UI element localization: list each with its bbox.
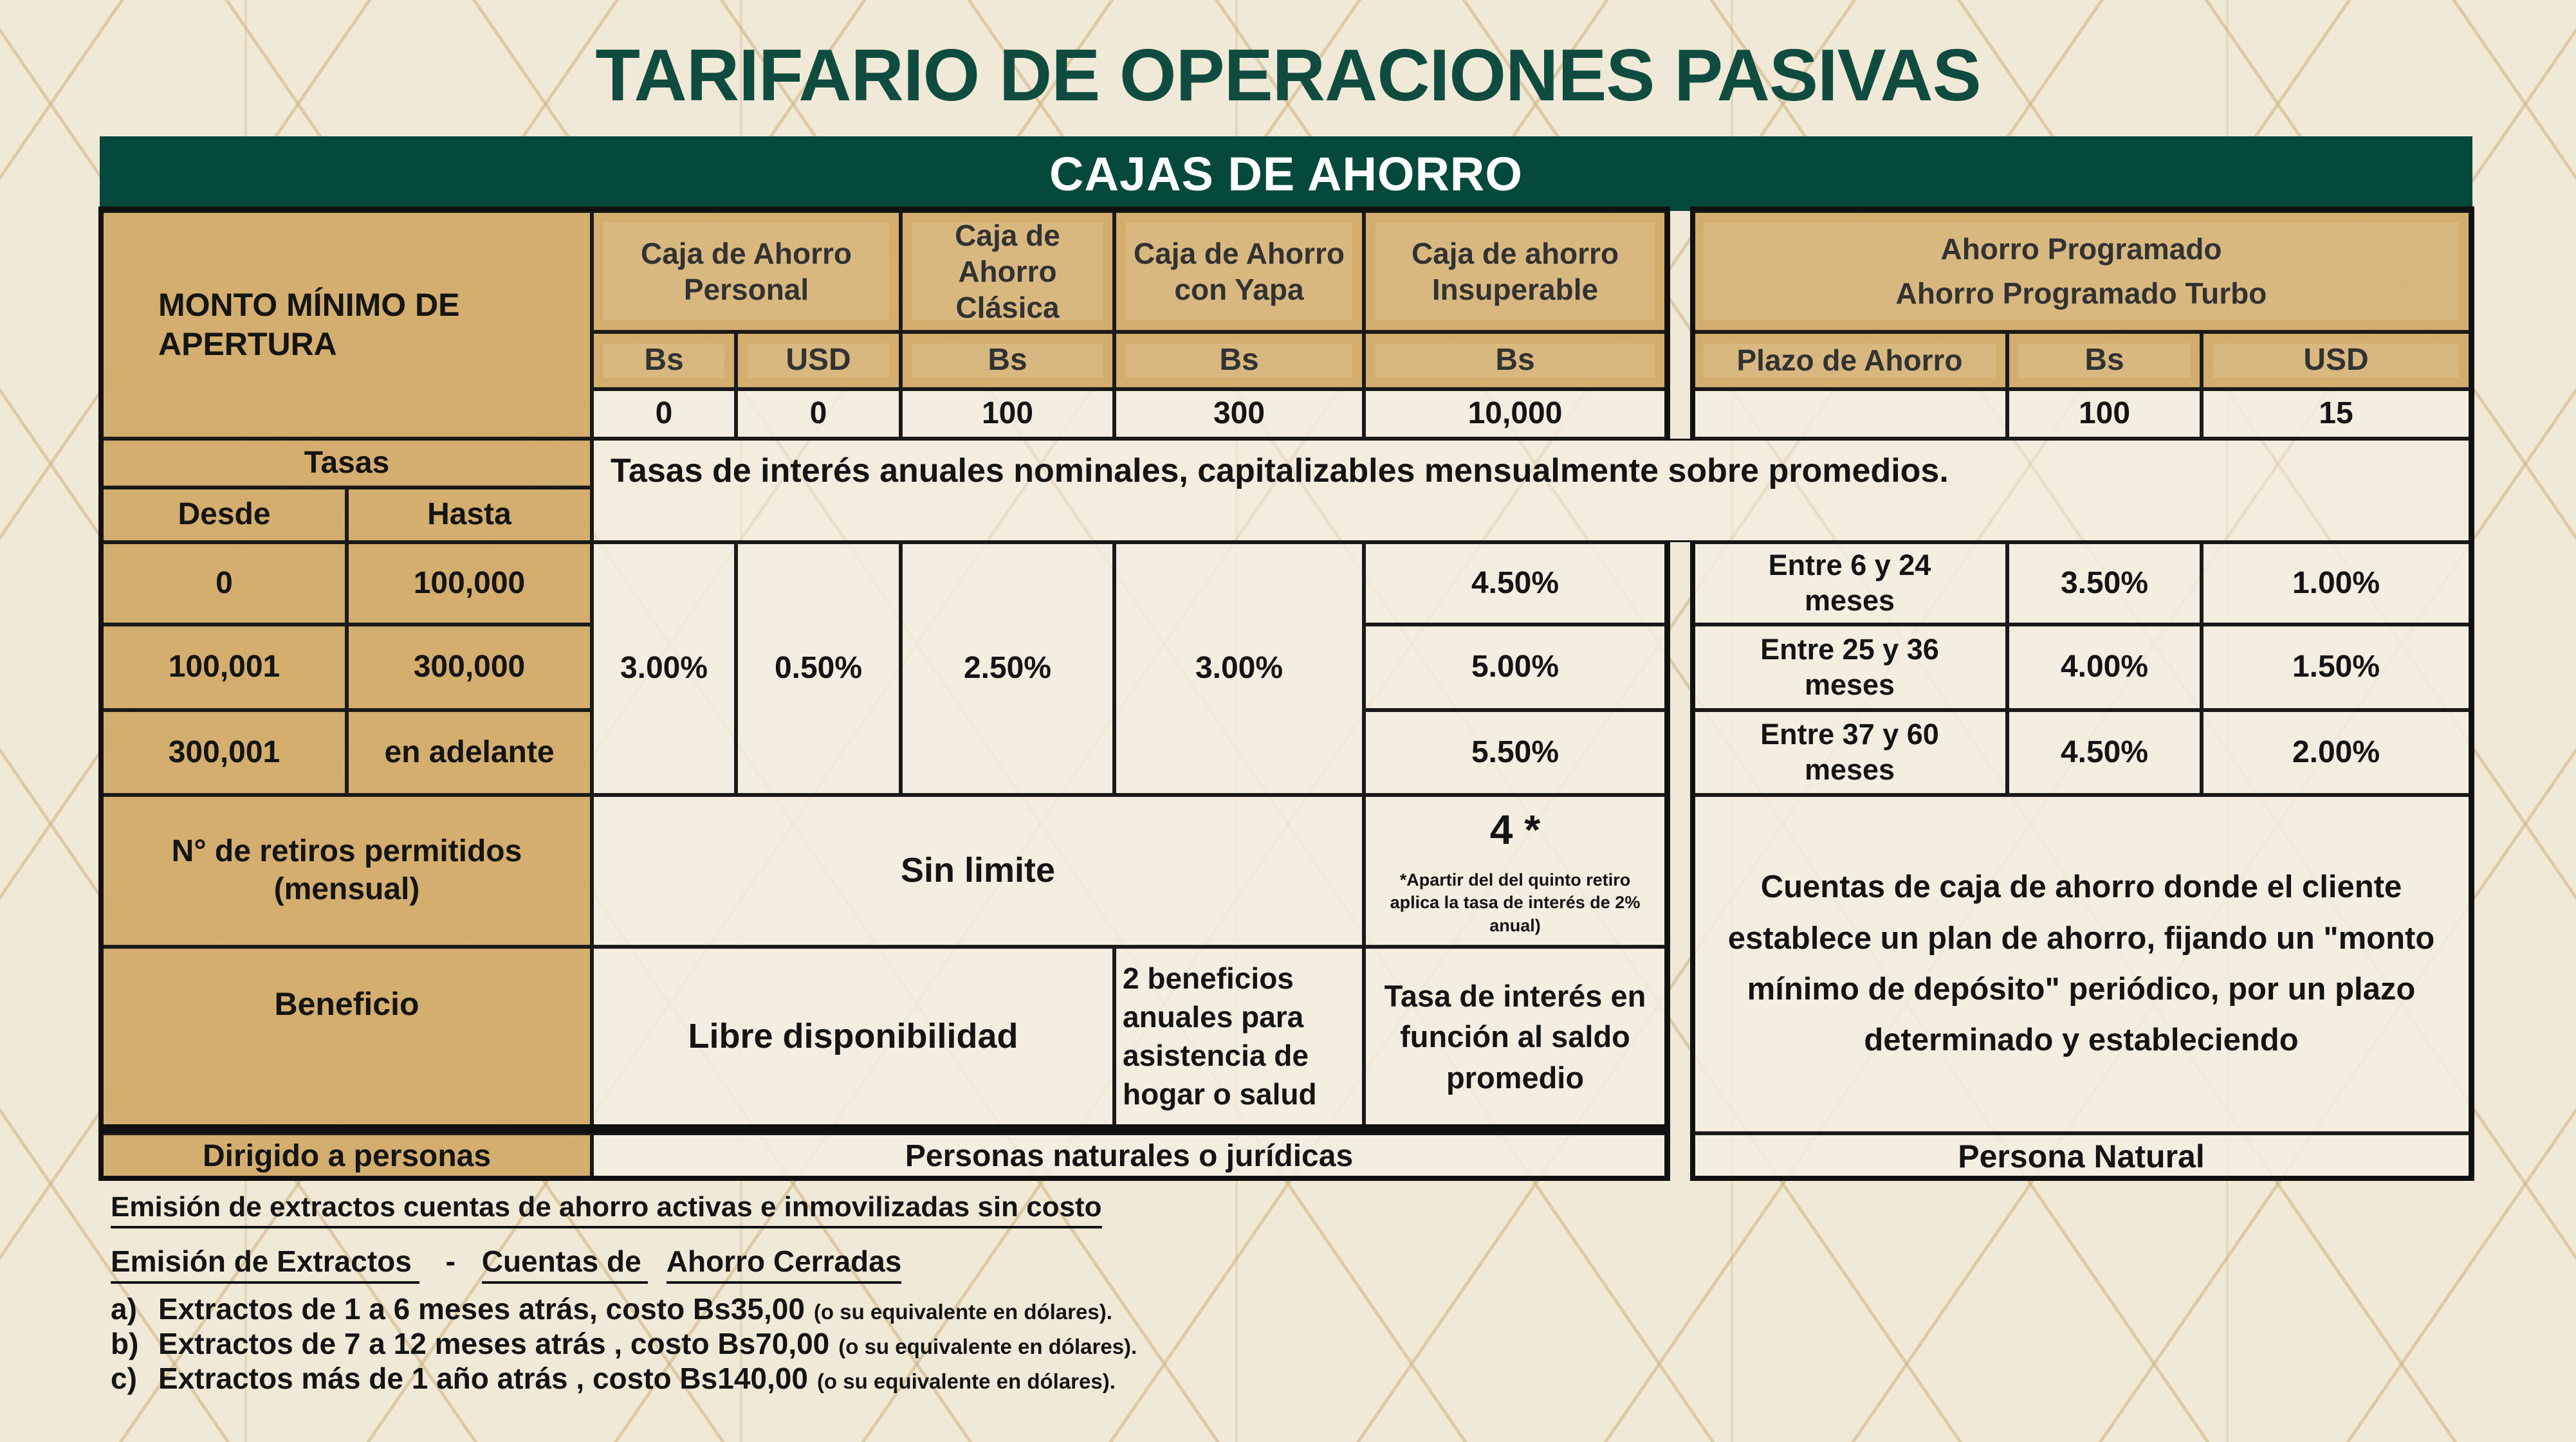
cell-plazo-row-2: Entre 37 y 60 meses bbox=[1692, 710, 2007, 795]
cell-plazo-header bbox=[1692, 332, 2007, 389]
header-line-1: Ahorro Programado bbox=[1940, 232, 2222, 266]
footer-item-b-tag: b) bbox=[111, 1327, 139, 1360]
cell-beneficio-yapa: 2 beneficios anuales para asistencia de hogar o salud bbox=[1114, 947, 1364, 1127]
cell-rate-yapa: 3.00% bbox=[1114, 542, 1364, 795]
cell-rate-personal-bs: 3.00% bbox=[592, 542, 736, 795]
cell-beneficio-insuperable: Tasa de interés en función al saldo promedio bbox=[1364, 947, 1666, 1127]
cell-plazo-row-2-usd: 2.00% bbox=[2202, 710, 2470, 795]
cell-retiros-sin-limite: Sin limite bbox=[592, 795, 1364, 947]
cell-beneficio-libre: Libre disponibilidad bbox=[592, 947, 1114, 1127]
left-table-border-left bbox=[98, 206, 104, 1181]
footer-item-c-tag: c) bbox=[111, 1362, 137, 1395]
cell-tasas-label: Tasas bbox=[102, 439, 592, 488]
cell-monto-minimo-header: MONTO MÍNIMO DE APERTURA bbox=[102, 211, 592, 439]
cell-hasta-header: Hasta bbox=[347, 488, 592, 542]
footer-line-2 bbox=[111, 1244, 901, 1279]
cell-currency-personal-bs bbox=[592, 332, 736, 389]
footer-item-c-text: Extractos más de 1 año atrás , costo Bs140,00 bbox=[158, 1362, 808, 1395]
cell-right-open-bs: 100 bbox=[2007, 389, 2202, 439]
currency-label: Bs bbox=[644, 343, 684, 378]
cell-ahorro-programado-descripcion: Cuentas de caja de ahorro donde el cliente establece un plan de ahorro, fijando un "monto mínimo de depósito" periódico, por un plazo determinado y estableciendo bbox=[1692, 795, 2470, 1133]
cell-range-0-desde: 0 bbox=[102, 542, 347, 625]
footer-item-a-text: Extractos de 1 a 6 meses atrás, costo Bs35,00 bbox=[158, 1292, 805, 1326]
cell-desde-header: Desde bbox=[102, 488, 347, 542]
cell-plazo-row-1-bs: 4.00% bbox=[2007, 625, 2202, 710]
page-title: TARIFARIO DE OPERACIONES PASIVAS bbox=[595, 35, 1981, 116]
footer-line-1-text: Emisión de extractos cuentas de ahorro activas e inmovilizadas sin costo bbox=[111, 1191, 1102, 1228]
cell-beneficio-label: Beneficio bbox=[102, 947, 592, 1127]
cell-open-yapa: 300 bbox=[1114, 389, 1364, 439]
currency-label: Bs bbox=[1219, 343, 1259, 378]
section-banner-cajas-de-ahorro: CAJAS DE AHORRO bbox=[100, 136, 2472, 211]
cell-range-1-hasta: 300,000 bbox=[347, 625, 592, 710]
header-line-2: Ahorro Programado Turbo bbox=[1895, 277, 2267, 310]
cell-rate-personal-usd: 0.50% bbox=[736, 542, 901, 795]
footer-line-2-cuentas: Cuentas de bbox=[482, 1245, 648, 1284]
footer-item-c-small: (o su equivalente en dólares). bbox=[816, 1369, 1116, 1393]
retiros-footnote: *Apartir del del quinto retiro aplica la tasa de interés de 2% anual) bbox=[1390, 870, 1641, 935]
cell-header-caja-personal bbox=[592, 211, 901, 332]
currency-label: Bs bbox=[2084, 343, 2124, 378]
cell-dirigido-value: Personas naturales o jurídicas bbox=[592, 1133, 1666, 1180]
cell-range-2-hasta: en adelante bbox=[347, 710, 592, 795]
currency-label: USD bbox=[786, 343, 851, 378]
left-table-border-right-upper bbox=[1665, 206, 1670, 441]
footer-item-a bbox=[111, 1291, 1112, 1326]
currency-label: USD bbox=[2303, 343, 2369, 378]
cell-open-personal-usd: 0 bbox=[736, 389, 901, 439]
right-table-border-bottom bbox=[1690, 1176, 2474, 1181]
header-label: Caja de Ahorro Clásica bbox=[955, 218, 1060, 325]
cell-open-insuperable: 10,000 bbox=[1364, 389, 1666, 439]
cell-header-caja-clasica bbox=[901, 211, 1114, 332]
cell-rate-clasica: 2.50% bbox=[901, 542, 1114, 795]
cell-rate-insuperable-1: 5.00% bbox=[1364, 625, 1666, 710]
cell-range-1-desde: 100,001 bbox=[102, 625, 347, 710]
footer-item-b-text: Extractos de 7 a 12 meses atrás , costo Bs70,00 bbox=[158, 1327, 830, 1360]
currency-label: Bs bbox=[1495, 343, 1535, 378]
footer-item-a-small: (o su equivalente en dólares). bbox=[813, 1300, 1112, 1324]
left-table-border-right-lower bbox=[1665, 540, 1670, 1181]
plazo-header-label: Plazo de Ahorro bbox=[1736, 343, 1963, 378]
footer-line-2-cerradas: Ahorro Cerradas bbox=[667, 1245, 902, 1284]
cell-right-open-plazo-empty bbox=[1692, 389, 2007, 439]
right-table-border-right bbox=[2469, 206, 2474, 1181]
cell-plazo-row-1: Entre 25 y 36 meses bbox=[1692, 625, 2007, 710]
cell-currency-clasica-bs bbox=[901, 332, 1114, 389]
cell-dirigido-label: Dirigido a personas bbox=[102, 1133, 592, 1180]
footer-item-c bbox=[111, 1361, 1116, 1396]
footer-item-a-tag: a) bbox=[111, 1292, 137, 1326]
retiros-insuperable-value: 4 * bbox=[1489, 807, 1541, 853]
cell-retiros-insuperable bbox=[1364, 795, 1666, 947]
right-table-border-left-upper bbox=[1690, 206, 1695, 441]
cell-open-personal-bs: 0 bbox=[592, 389, 736, 439]
cell-right-bs-header bbox=[2007, 332, 2202, 389]
cell-range-2-desde: 300,001 bbox=[102, 710, 347, 795]
right-table-border-left-lower bbox=[1690, 540, 1695, 1181]
header-label: Caja de Ahorro Personal bbox=[640, 236, 852, 306]
cell-plazo-row-0: Entre 6 y 24 meses bbox=[1692, 542, 2007, 625]
cell-currency-personal-usd bbox=[736, 332, 901, 389]
footer-item-b bbox=[111, 1326, 1137, 1361]
footer-line-2-separator: - bbox=[445, 1245, 455, 1278]
cell-currency-insuperable-bs bbox=[1364, 332, 1666, 389]
cell-retiros-label: N° de retiros permitidos (mensual) bbox=[102, 795, 592, 947]
cell-rate-insuperable-2: 5.50% bbox=[1364, 710, 1666, 795]
cell-plazo-row-0-bs: 3.50% bbox=[2007, 542, 2202, 625]
cell-plazo-row-1-usd: 1.50% bbox=[2202, 625, 2470, 710]
left-table-border-top bbox=[98, 206, 1670, 212]
cell-plazo-row-0-usd: 1.00% bbox=[2202, 542, 2470, 625]
footer-line-2-emision: Emisión de Extractos bbox=[111, 1245, 419, 1284]
header-label: Caja de ahorro Insuperable bbox=[1411, 236, 1619, 306]
left-table-border-bottom bbox=[98, 1176, 1670, 1181]
cell-header-caja-insuperable bbox=[1364, 211, 1666, 332]
cell-right-open-usd: 15 bbox=[2202, 389, 2470, 439]
footer-item-b-small: (o su equivalente en dólares). bbox=[838, 1335, 1137, 1358]
currency-label: Bs bbox=[988, 343, 1027, 378]
divider-beneficio-dirigido bbox=[102, 1124, 1666, 1133]
cell-currency-yapa-bs bbox=[1114, 332, 1364, 389]
cell-open-clasica: 100 bbox=[901, 389, 1114, 439]
footer-line-1 bbox=[111, 1191, 1102, 1223]
cell-right-dirigido-persona-natural: Persona Natural bbox=[1692, 1133, 2470, 1180]
header-label: Caja de Ahorro con Yapa bbox=[1133, 236, 1345, 306]
right-table-border-top bbox=[1690, 206, 2474, 212]
cell-plazo-row-2-bs: 4.50% bbox=[2007, 710, 2202, 795]
cell-right-usd-header bbox=[2202, 332, 2470, 389]
cell-range-0-hasta: 100,000 bbox=[347, 542, 592, 625]
cell-header-caja-yapa bbox=[1114, 211, 1364, 332]
cell-header-ahorro-programado bbox=[1692, 211, 2470, 332]
cell-rate-insuperable-0: 4.50% bbox=[1364, 542, 1666, 625]
cell-tasas-note: Tasas de interés anuales nominales, capitalizables mensualmente sobre promedios. bbox=[592, 439, 2470, 542]
